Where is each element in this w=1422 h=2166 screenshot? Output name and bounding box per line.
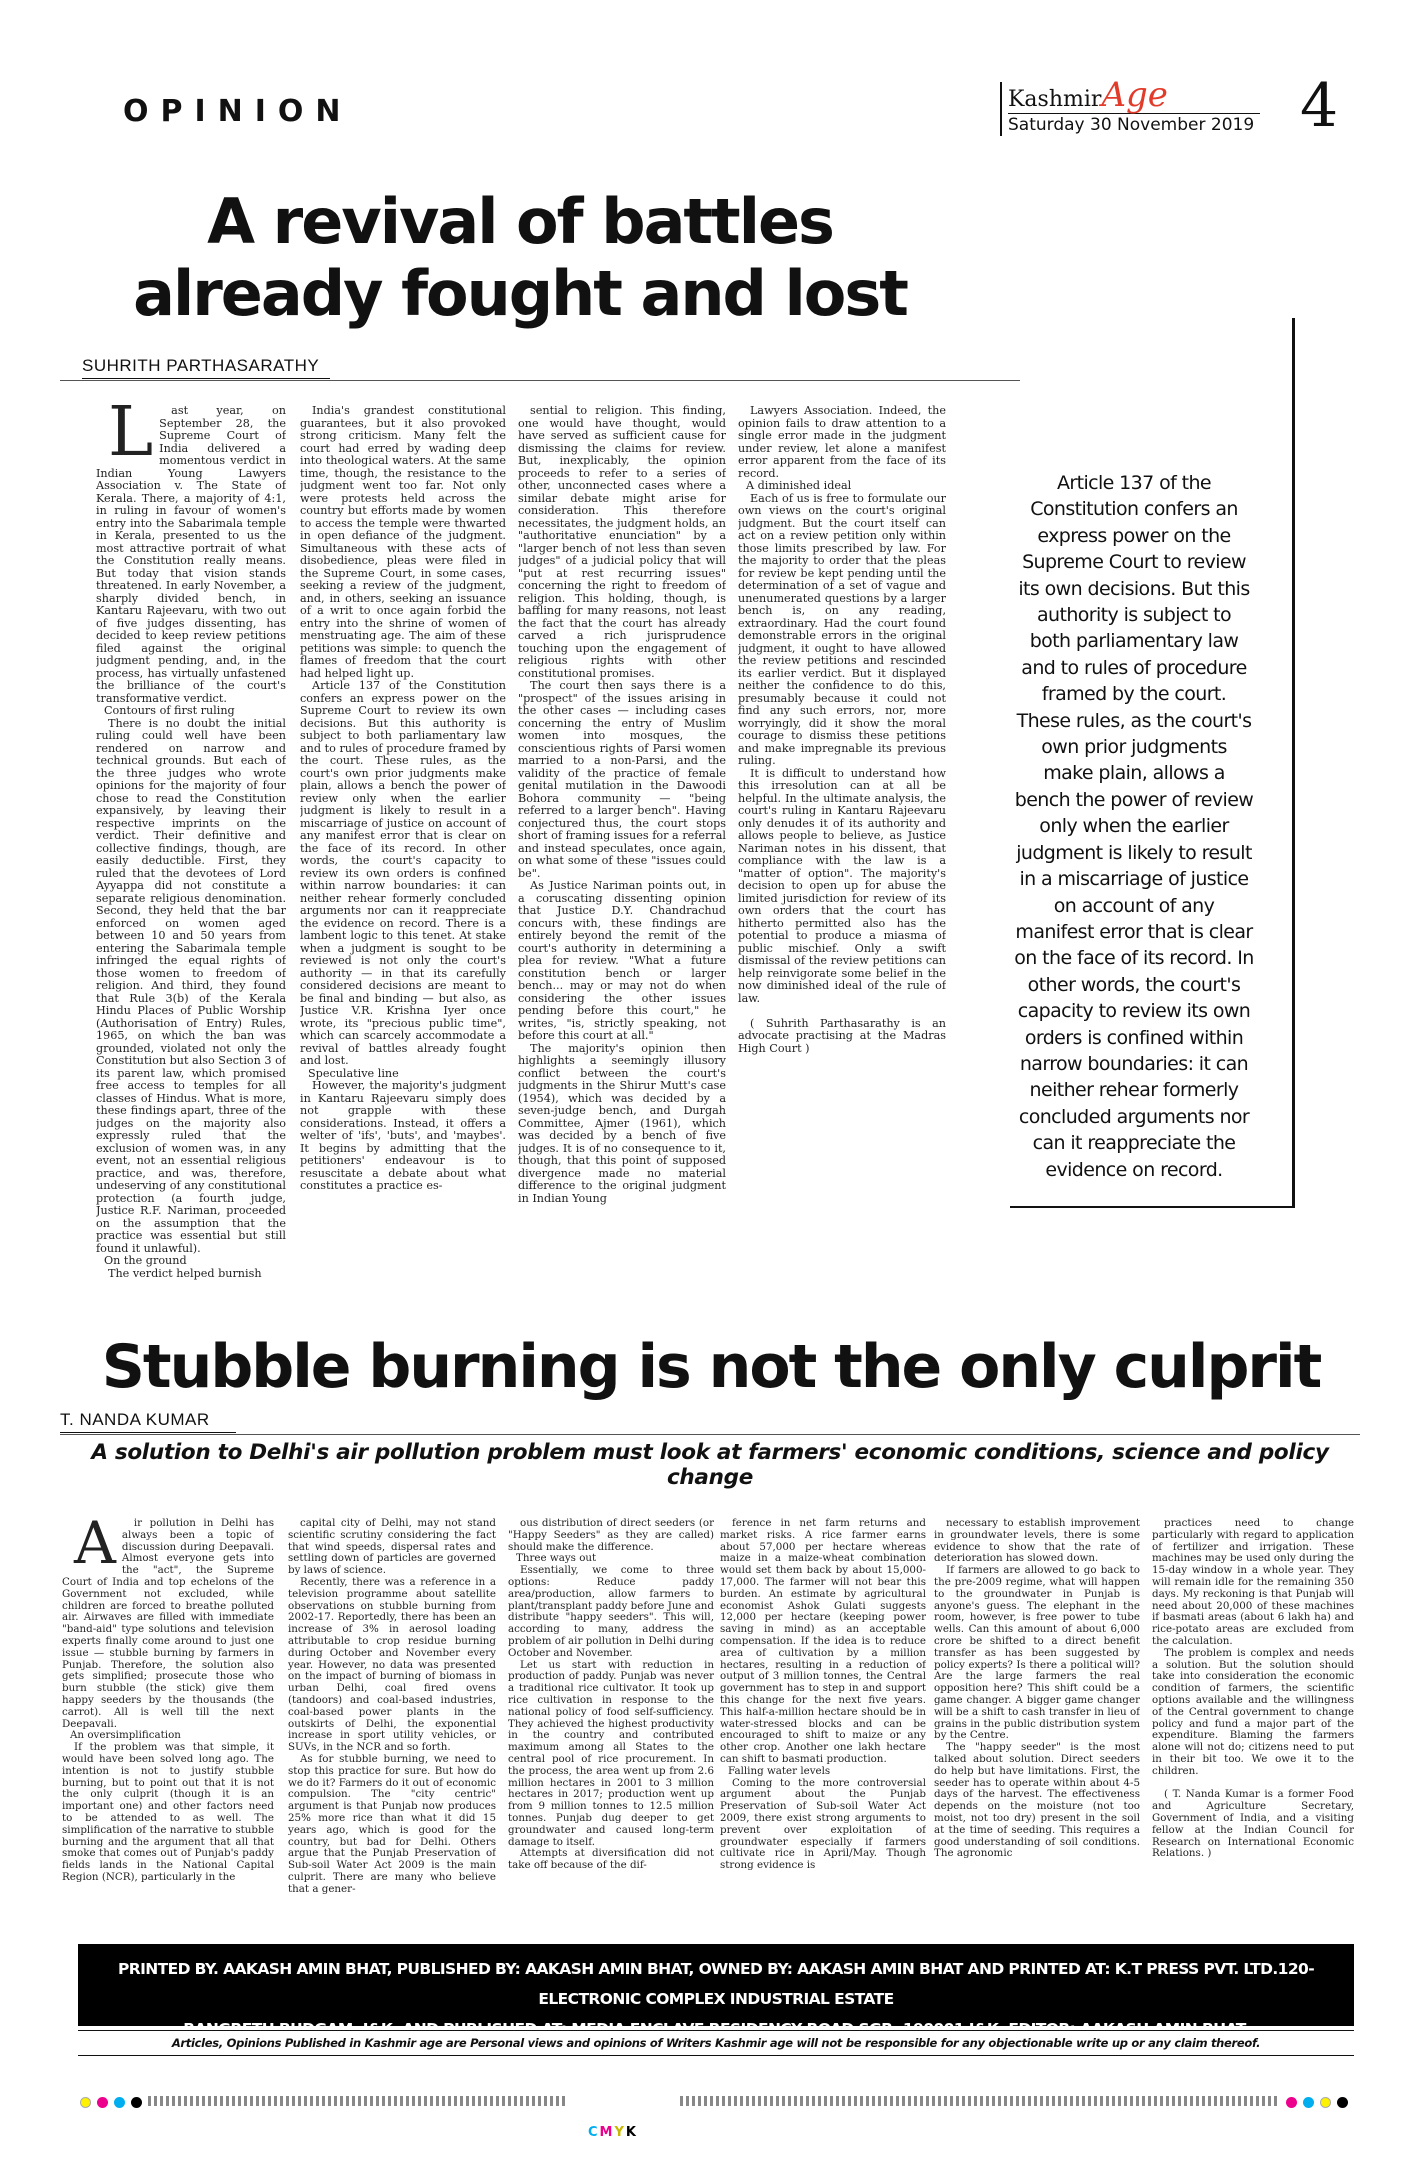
article1-column-2: India's grandest constitutional guarantees, but it also provoked strong criticism. Many felt the court had erred by wading deep into theological waters. At the same time, though, the resistance to the judgment went too far. Not only were protests held across the country but efforts made by women to access the temple were thwarted in open defiance of the judgment. Simultaneous with these acts of disobedience, pleas were filed in the Supreme Court, in some cases, seeking a review of the judgment, and, in others, seeking an issuance of a writ to once again forbid the entry into the shrine of women of menstruating age. The aim of these petitions was simple: to quench the flames of freedom that the court had helped light up. Article 137 of the Constitution confers an express power on the Supreme Court to review its own decisions. But this authority is subject to both parliamentary law and to rules of procedure framed by the court. These rules, as the court's own prior judgments make plain, allows a bench the power of review only when the earlier judgment is likely to result in a miscarriage of justice on account of any manifest error that is clear on the face of its record. In other words, the court's capacity to review its own orders is confined within narrow boundaries: it can neither rehear formerly concluded arguments nor can it reappreciate the evidence on record. There is a lambent logic to this tenet. At stake when a judgment is sought to be reviewed is not only the court's authority — in that its carefully considered decisions are meant to be final and binding — but also, as Justice V.R. Krishna Iyer once wrote, its "precious public time", which can scarcely accommodate a revival of battles already fought and lost. Speculative line However, the majority's judgment in Kantaru Rajeevaru simply does not grapple with these considerations. Instead, it offers a welter of 'ifs', 'buts', and 'maybes'. It begins by admitting that the petitioners' endeavour is to resuscitate a debate about what constitutes a practice es- bbox=[300, 405, 506, 1192]
color-bar-right bbox=[680, 2096, 1280, 2106]
article2-column-4: ference in net farm returns and market risks. A rice farmer earns about 57,000 per hectare whereas maize in a maize-wheat combination would set them back by about 15,000-17,000. The farmer will not bear this burden. An estimate by agricultural economist Ashok Gulati suggests 12,000 per hectare (keeping power saving in mind) as an acceptable compensation. If the idea is to reduce area of cultivation by a million hectares, resulting in a reduction of output of 3 million tonnes, the Central government has to step in and support this change for the next five years. This half-a-million hectare should be in water-stressed blocks and can be encouraged to shift to maize or any other crop. Another one lakh hectare can shift to basmati production. Falling water levels Coming to the more controversial argument about the Punjab Preservation of Sub-soil Water Act 2009, there exist strong arguments to prevent over exploitation of groundwater especially if farmers cultivate rice in April/May. Though strong evidence is bbox=[720, 1518, 926, 1872]
masthead bbox=[1000, 75, 1260, 136]
pullquote-border-bottom bbox=[1010, 1206, 1294, 1208]
imprint-line-1: PRINTED BY. AAKASH AMIN BHAT, PUBLISHED BY: AAKASH AMIN BHAT, OWNED BY: AAKASH AMIN BHAT AND PRINTED AT: K.T PRESS PVT. LTD.120- ELECTRONIC COMPLEX INDUSTRIAL ESTATE bbox=[117, 1960, 1315, 2008]
brand-logo: KashmirAge bbox=[1008, 75, 1168, 115]
yellow-dot-icon bbox=[1320, 2097, 1331, 2108]
article2-column-5: necessary to establish improvement in groundwater levels, there is some evidence to show that the rate of deterioration has slowed down. If farmers are allowed to go back to the pre-2009 regime, what will happen to the groundwater in Punjab is anyone's guess. The elephant in the room, however, is free power to tube wells. Can this amount of about 6,000 crore be shifted to a direct benefit transfer as has been suggested by policy experts? Is there a political will? Are the large farmers the real opposition here? This shift could be a game changer. A bigger game changer will be a shift to cash transfer in lieu of grains in the public distribution system by the Centre. The "happy seeder" is the most talked about solution. Direct seeders do help but have limitations. First, the seeder has to operate within about 4-5 days of the harvest. The effectiveness depends on the moisture (not too moist, not too dry) present in the soil at the time of seeding. This requires a good understanding of soil conditions. The agronomic bbox=[934, 1518, 1140, 1860]
registration-marks-right bbox=[1286, 2094, 1348, 2110]
magenta-dot-icon bbox=[1286, 2097, 1297, 2108]
dateline: Saturday 30 November 2019 bbox=[1008, 113, 1260, 136]
magenta-dot-icon bbox=[97, 2097, 108, 2108]
byline-rule bbox=[60, 380, 1020, 381]
article2-byline: T. NANDA KUMAR bbox=[60, 1410, 236, 1433]
disclaimer: Articles, Opinions Published in Kashmir age are Personal views and opinions of Writers Kashmir age will not be responsible for any objectionable write up or any claim thereof. bbox=[78, 2030, 1354, 2056]
article1-column-3: sential to religion. This finding, one would have thought, would have served as sufficient cause for dismissing the claims for review. But, inexplicably, the opinion proceeds to refer to a series of other, unconnected cases where a similar debate might arise for consideration. This therefore necessitates, the judgment holds, an "authoritative enunciation" by a "larger bench of not less than seven judges" of a judicial policy that will "put at rest recurring issues" concerning the right to freedom of religion. This holding, though, is baffling for many reasons, not least the fact that the court has already carved a rich jurisprudence touching upon the engagement of religious rights with other constitutional promises. The court then says there is a "prospect" of the issues arising in the other cases — including cases concerning the entry of Muslim women into mosques, the conscientious rights of Parsi women married to a non-Parsi, and the validity of the practice of female genital mutilation in the Dawoodi Bohora community — "being referred to a larger bench". Having conjectured thus, the court stops short of framing issues for a referral and instead speculates, once again, on what some of these "issues could be". As Justice Nariman points out, in a coruscating dissenting opinion that Justice D.Y. Chandrachud concurs with, these findings are entirely beyond the remit of the court's authority in determining a plea for review. "What a future constitution bench or larger bench... may or may not do when considering the other issues pending before this court," he writes, "is, strictly speaking, not before this court at all." The majority's opinion then highlights a seemingly illusory conflict between the court's judgments in the Shirur Mutt's case (1954), which was decided by a seven-judge bench, and Durgah Committee, Ajmer (1961), which was decided by a bench of five judges. It is of no consequence to it, though, that this point of supposed divergence made no material difference to the original judgment in Indian Young bbox=[518, 405, 726, 1205]
byline-rule-2 bbox=[60, 1434, 1360, 1435]
article1-column-1: L ast year, on September 28, the Supreme Court of India delivered a momentous verdict in Indian Young Lawyers Association v. The State of Kerala. There, a majority of 4:1, in ruling in favour of women's entry into the Sabarimala temple in Kerala, presented to us the most attractive portrait of what the Constitution really means. But today that vision stands threatened. In early November, a sharply divided bench, in Kantaru Rajeevaru, with two out of five judges dissenting, has decided to keep review petitions filed against the original judgment pending, and, in the process, has virtually unfastened the brilliance of the court's transformative verdict. Contours of first ruling There is no doubt the initial ruling could well have been rendered on narrow and technical grounds. But each of the three judges who wrote opinions for the majority of four chose to read the Constitution expansively, by leaving their respective imprints on the verdict. Their definitive and collective findings, though, are easily deductible. First, they ruled that the devotees of Lord Ayyappa did not constitute a separate religious denomination. Second, they held that the bar enforced on women aged between 10 and 50 years from entering the Sabarimala temple infringed the equal rights of those women to freedom of religion. And third, they found that Rule 3(b) of the Kerala Hindu Places of Public Worship (Authorisation of Entry) Rules, 1965, on which the ban was grounded, violated not only the Constitution but also Section 3 of its parent law, which promised free access to temples for all classes of Hindus. What is more, these findings apart, three of the judges on the majority also expressly ruled that the exclusion of women was, in any event, not an essential religious practice, and was, therefore, undeserving of any constitutional protection (a fourth judge, Justice R.F. Nariman, proceeded on the assumption that the practice was essential but still found it unlawful). On the ground The verdict helped burnish bbox=[96, 405, 286, 1280]
article2-column-6: practices need to change particularly with regard to application of fertilizer and irrigation. These machines may be used only during the 15-day window in a whole year. They will remain idle for the remaining 350 days. My reckoning is that Punjab will need about 20,000 of these machines if basmati areas (about 6 lakh ha) and rice-potato areas are excluded from the calculation. The problem is complex and needs a solution. But the solution should take into consideration the economic condition of farmers, the scientific options available and the willingness of the Central government to change policy and fund a major part of the expenditure. Blaming the farmers alone will not do; citizens need to put in their bit too. We owe it to the children. ( T. Nanda Kumar is a former Food and Agriculture Secretary, Government of India, and a visiting fellow at the Indian Council for Research on International Economic Relations. ) bbox=[1152, 1518, 1354, 1860]
article2-column-1: A ir pollution in Delhi has always been a topic of discussion during Deepavali. Almost everyone gets into the "act", the Supreme Court of India and top echelons of the Government not excluded, while children are forced to breathe polluted air. Airwaves are filled with immediate "band-aid" type solutions and television experts finally come around to just one issue — stubble burning by farmers in Punjab. Therefore, the solution also gets simplified; prosecute those who burn stubble (the stick) give them happy seeders by the thousands (the carrot). All is well till the next Deepavali. An oversimplification If the problem was that simple, it would have been solved long ago. The intention is not to justify stubble burning, but to point out that it is not the only culprit (though it is an important one) and other factors need to be attended to as well. The simplification of the narrative to stubble burning and the argument that all that smoke that comes out of Punjab's paddy fields lands in the National Capital Region (NCR), particularly in the bbox=[62, 1518, 274, 1883]
page-number: 4 bbox=[1300, 71, 1339, 141]
yellow-dot-icon bbox=[80, 2097, 91, 2108]
cyan-dot-icon bbox=[1303, 2097, 1314, 2108]
pullquote-border-right bbox=[1292, 318, 1295, 1208]
article1-byline: SUHRITH PARTHASARATHY bbox=[82, 356, 330, 379]
registration-number: JKENG/2006/23952 bbox=[616, 2048, 816, 2070]
registration-marks-left bbox=[80, 2094, 142, 2110]
article2-column-2: capital city of Delhi, may not stand scientific scrutiny considering the fact that wind speeds, dispersal rates and settling down of particles are governed by laws of science. Recently, there was a reference in a television programme about satellite observations on stubble burning from 2002-17. Reportedly, there has been an increase of 3% in aerosol loading attributable to crop residue burning during October and November every year. However, no data was presented on the impact of burning of biomass in urban Delhi, coal fired ovens (tandoors) and coal-based industries, coal-based power plants in the outskirts of Delhi, the exponential increase in sport utility vehicles, or SUVs, in the NCR and so forth. As for stubble burning, we need to stop this practice for sure. But how do we do it? Farmers do it out of economic compulsion. The "city centric" argument is that Punjab now produces 25% more rice than what it did 15 years ago, which is good for the country, but bad for Delhi. Others argue that the Punjab Preservation of Sub-soil Water Act 2009 is the main culprit. There are many who believe that a gener- bbox=[288, 1518, 496, 1895]
black-dot-icon bbox=[131, 2097, 142, 2108]
article2-headline: Stubble burning is not the only culprit bbox=[101, 1332, 1321, 1402]
article2-deck: A solution to Delhi's air pollution problem must look at farmers' economic conditions, science and policy change bbox=[91, 1440, 1329, 1490]
article1-headline: A revival of battles already fought and lost bbox=[133, 185, 907, 330]
article1-column-4: Lawyers Association. Indeed, the opinion fails to draw attention to a single error made in the judgment under review, let alone a manifest error apparent from the face of its record. A diminished ideal Each of us is free to formulate our own views on the court's original judgment. But the court itself can act on a review petition only within those limits prescribed by law. For the majority to order that the pleas for review be kept pending until the determination of a set of vague and unenumerated questions by a larger bench is, on any reading, extraordinary. Had the court found demonstrable errors in the original judgment, it ought to have allowed the review petitions and rescinded its earlier verdict. But it displayed neither the confidence to do this, presumably because it could not find any such errors, nor, more worryingly, did it show the moral courage to dismiss these petitions and make impregnable its previous ruling. It is difficult to understand how this irresolution can at all be helpful. In the ultimate analysis, the court's ruling in Kantaru Rajeevaru only denudes it of its authority and allows people to believe, as Justice Nariman notes in his dissent, that compliance with the law is a "matter of option". The majority's decision to open up for abuse the limited jurisdiction for review of its own orders that the court has hitherto permitted also has the potential to produce a miasma of public mischief. Only a swift dismissal of the review petitions can help reinvigorate some belief in the now diminished ideal of the rule of law. ( Suhrith Parthasarathy is an advocate practising at the Madras High Court ) bbox=[738, 405, 946, 1055]
pullquote: Article 137 of the Constitution confers an express power on the Supreme Court to review its own decisions. But this authority is subject to both parliamentary law and to rules of procedure framed by the court. These rules, as the court's own prior judgments make plain, allows a bench the power of review only when the earlier judgment is likely to result in a miscarriage of justice on account of any manifest error that is clear on the face of its record. In other words, the court's capacity to review its own orders is confined within narrow boundaries: it can neither rehear formerly concluded arguments nor can it reappreciate the evidence on record. bbox=[1014, 472, 1254, 1181]
imprint-line-2: RANGRETH BUDGAM, J&K. AND PUBLISHED AT: MEDIA ENCLAVE RESIDENCY ROAD SGR. 190001 J&K. EDITOR: AAKASH AMIN BHAT, JKENG/2006/23952 bbox=[183, 2020, 1249, 2070]
cmyk-marker: CMYK bbox=[588, 2125, 638, 2140]
section-label: OPINION bbox=[123, 94, 353, 129]
black-dot-icon bbox=[1337, 2097, 1348, 2108]
article2-column-3: ous distribution of direct seeders (or "Happy Seeders" as they are called) should make the difference. Three ways out Essentially, we come to three options: Reduce paddy area/production, allow farmers to plant/transplant paddy before June and distribute "happy seeders". This will, according to many, address the problem of air pollution in Delhi during October and November. Let us start with reduction in production of paddy. Punjab was never a traditional rice cultivator. It took up rice cultivation in response to the national policy of food self-sufficiency. They achieved the highest productivity in the country and contributed maximum among all States to the central pool of rice procurement. In the process, the area went up from 2.6 million hectares in 2001 to 3 million hectares in 2017; production went up from 9 million tonnes to 12.5 million tonnes. Punjab dug deeper to get groundwater and caused long-term damage to itself. Attempts at diversification did not take off because of the dif- bbox=[508, 1518, 714, 1872]
color-bar-left bbox=[148, 2096, 568, 2106]
cyan-dot-icon bbox=[114, 2097, 125, 2108]
